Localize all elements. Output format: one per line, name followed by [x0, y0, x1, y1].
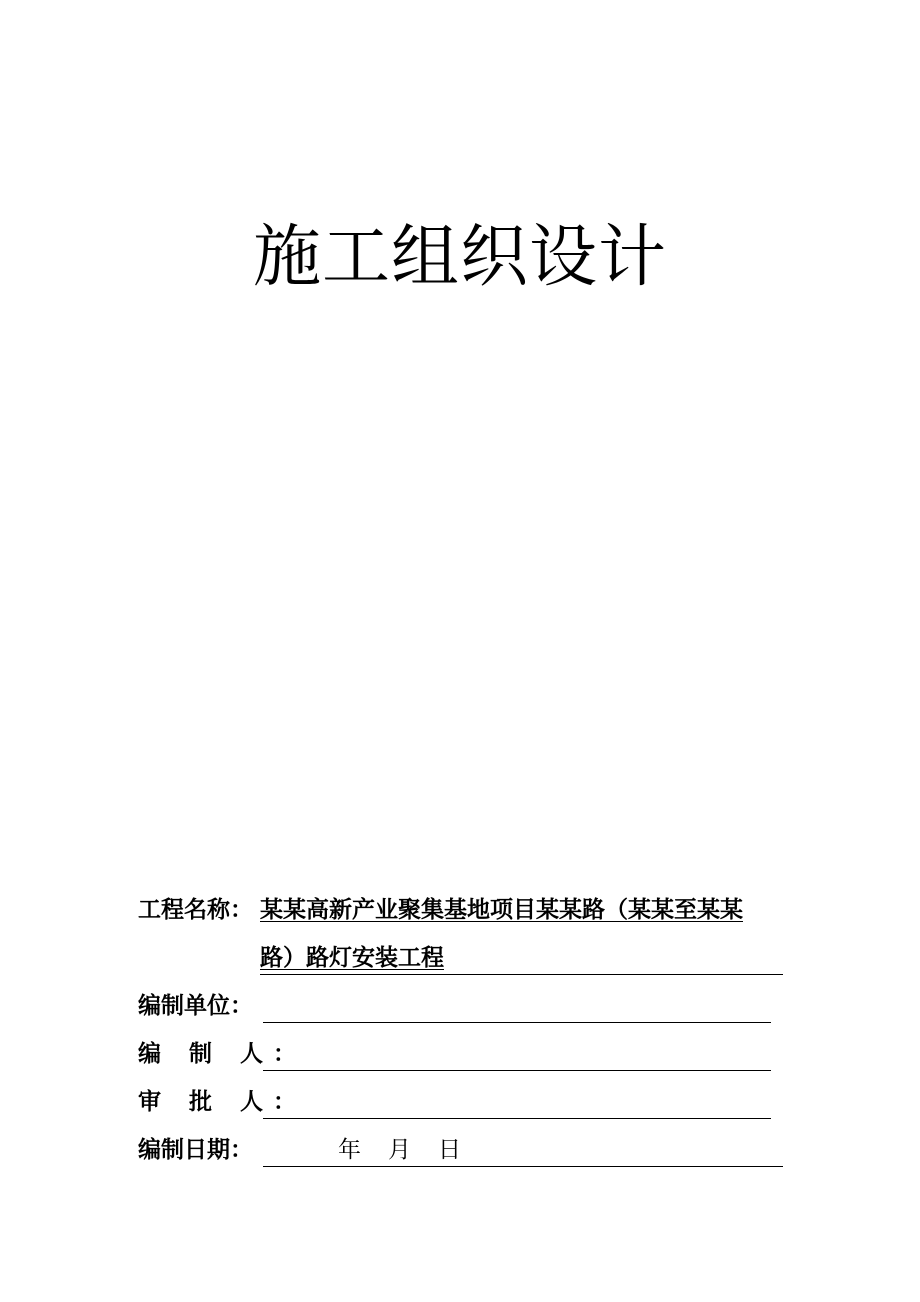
- project-name-line1: 某某高新产业聚集基地项目某某路（某某至某某: [260, 897, 743, 923]
- unit-field-line: [263, 1022, 771, 1023]
- date-field-line: [263, 1166, 783, 1167]
- document-title: 施工组织设计: [252, 218, 667, 297]
- project-label: 工程名称：: [138, 897, 253, 923]
- project-name-line2: 路）路灯安装工程: [260, 945, 444, 971]
- author-label: 编 制 人：: [138, 1041, 307, 1067]
- approver-field-line: [263, 1118, 771, 1119]
- project-name-row-2: [138, 936, 783, 984]
- author-field-line: [263, 1070, 771, 1071]
- project-name-row: [138, 888, 783, 936]
- author-row: [138, 1032, 783, 1080]
- date-label: 编制日期：: [138, 1137, 253, 1163]
- date-month: 月: [388, 1137, 411, 1163]
- approver-row: [138, 1080, 783, 1128]
- cover-info-block: [138, 888, 783, 1176]
- date-day: 日: [438, 1137, 461, 1163]
- date-year: 年: [338, 1137, 361, 1163]
- unit-label: 编制单位：: [138, 993, 253, 1019]
- date-row: [138, 1128, 783, 1176]
- unit-row: [138, 984, 783, 1032]
- approver-label: 审 批 人：: [138, 1089, 307, 1115]
- project-name-underline: [260, 974, 783, 975]
